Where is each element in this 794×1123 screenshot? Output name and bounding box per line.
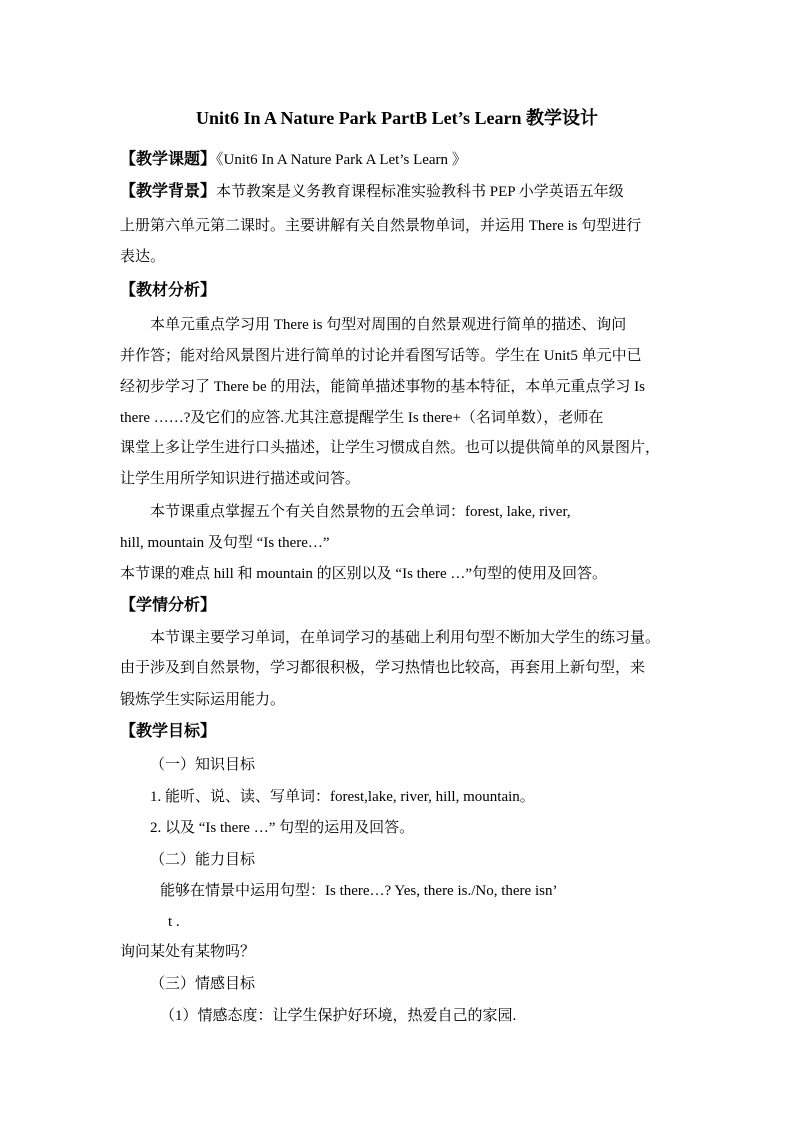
- ability-goal-line-1: 能够在情景中运用句型：Is there…? Yes, there is./No, there isn’: [160, 883, 558, 899]
- key-points-line-1: 本节课重点掌握五个有关自然景物的五会单词：forest, lake, river,: [150, 504, 571, 520]
- document-title: Unit6 In A Nature Park PartB Let’s Learn 教学设计: [196, 108, 598, 128]
- lesson-topic-text: 《Unit6 In A Nature Park A Let’s Learn 》: [216, 152, 467, 168]
- material-analysis-line-6: 让学生用所学知识进行描述或问答。: [120, 471, 361, 487]
- background-text-1: 本节教案是义务教育课程标准实验教科书 PEP 小学英语五年级: [216, 184, 624, 200]
- lesson-topic-line: [120, 148, 467, 172]
- background-line-2: 上册第六单元第二课时。主要讲解有关自然景物单词，并运用 There is 句型进行: [120, 218, 642, 234]
- emotion-goals-heading: （三）情感目标: [150, 976, 256, 992]
- knowledge-goals-heading: （一）知识目标: [150, 757, 256, 773]
- material-analysis-line-2: 并作答；能对给风景图片进行简单的讨论并看图写话等。学生在 Unit5 单元中已: [120, 348, 642, 364]
- material-analysis-line-5: 课堂上多让学生进行口头描述，让学生习惯成自然。也可以提供简单的风景图片，: [120, 440, 661, 456]
- material-analysis-line-3: 经初步学习了 There be 的用法，能简单描述事物的基本特征，本单元重点学习 Is: [120, 379, 645, 395]
- knowledge-goal-1: 1. 能听、说、读、写单词：forest,lake, river, hill, mountain。: [150, 789, 535, 805]
- emotion-goal-1: （1）情感态度：让学生保护好环境，热爱自己的家园.: [160, 1008, 517, 1024]
- difficulty-line: 本节课的难点 hill 和 mountain 的区别以及 “Is there …”句型的使用及回答。: [120, 566, 608, 582]
- knowledge-goal-2: 2. 以及 “Is there …” 句型的运用及回答。: [150, 820, 415, 836]
- background-line-3: 表达。: [120, 249, 166, 265]
- student-analysis-line-3: 锻炼学生实际运用能力。: [120, 692, 286, 708]
- material-analysis-heading: 【教材分析】: [120, 282, 217, 299]
- ability-goal-line-2: t .: [168, 914, 180, 930]
- student-analysis-line-2: 由于涉及到自然景物，学习都很积极，学习热情也比较高，再套用上新句型，来: [120, 660, 646, 676]
- key-points-line-2: hill, mountain 及句型 “Is there…”: [120, 535, 330, 551]
- teaching-goals-heading: 【教学目标】: [120, 723, 217, 740]
- ability-goal-line-3: 询问某处有某物吗？: [120, 944, 256, 960]
- student-analysis-heading: 【学情分析】: [120, 597, 217, 614]
- ability-goals-heading: （二）能力目标: [150, 852, 256, 868]
- background-line-1: [120, 180, 624, 204]
- material-analysis-line-1: 本单元重点学习用 There is 句型对周围的自然景观进行简单的描述、询问: [150, 317, 627, 333]
- lesson-topic-label: 【教学课题】: [120, 151, 217, 168]
- background-label: 【教学背景】: [120, 183, 217, 200]
- student-analysis-line-1: 本节课主要学习单词，在单词学习的基础上利用句型不断加大学生的练习量。: [150, 630, 661, 646]
- material-analysis-line-4: there ……?及它们的应答.尤其注意提醒学生 Is there+（名词单数），老师在: [120, 410, 604, 426]
